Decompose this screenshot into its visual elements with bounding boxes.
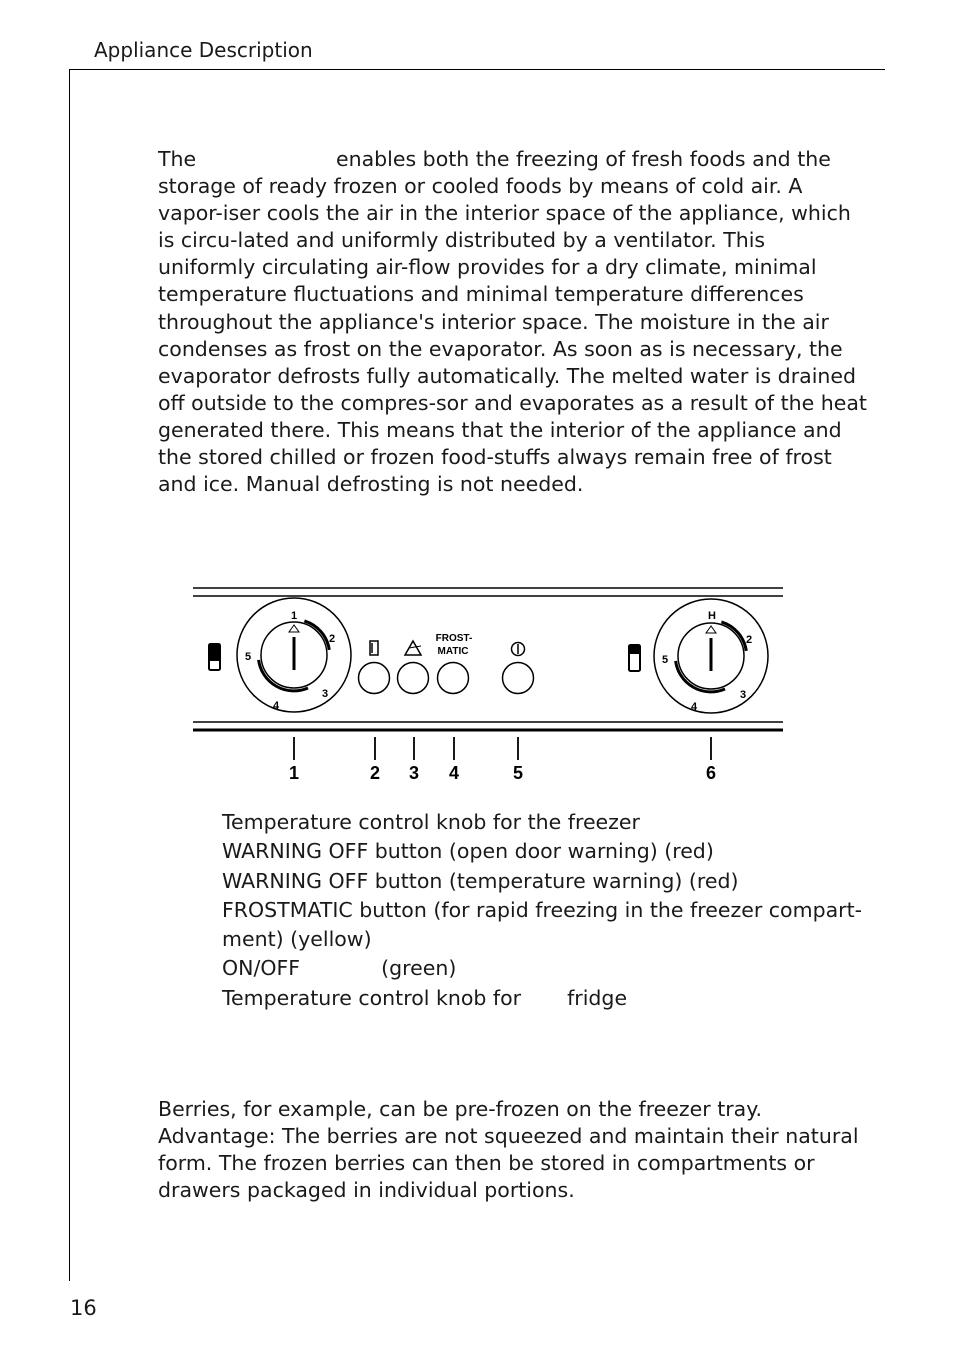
legend-item-5-color: (green) [381,956,457,981]
callout-3: 3 [408,763,420,783]
power-icon [512,643,525,656]
legend-item-3: WARNING OFF button (temperature warning) (red) [222,868,739,893]
freezer-knob-mark-2: 2 [328,633,336,645]
door-warning-off-button[interactable] [359,663,390,694]
freezer-knob-mark-4: 4 [272,700,280,712]
intro-paragraph [158,146,868,498]
intro-lead: The [158,147,197,171]
freezer-tray-paragraph: Berries, for example, can be pre-frozen on the freezer tray. Advantage: The berries are not squeezed and maintain their natural form. The frozen berries can then be stored in compartments or drawers packaged in individual portions. [158,1097,859,1203]
door-warning-icon [370,641,378,655]
fridge-knob-mark-3: 3 [739,689,747,701]
freezer-knob-mark-5: 5 [244,651,252,663]
fridge-knob-mark-2: 2 [745,634,753,646]
callout-2: 2 [369,763,381,783]
frostmatic-label-line1: FROST- [435,633,473,644]
callout-1: 1 [288,763,300,783]
legend-item-2: WARNING OFF button (open door warning) (red) [222,839,714,864]
page-number: 16 [70,1296,97,1320]
legend-item-6-target: fridge [567,985,628,1010]
fridge-knob-mark-h: H [708,610,716,622]
fridge-knob-mark-5: 5 [661,654,669,666]
on-off-button[interactable] [503,663,534,694]
callout-5: 5 [512,763,524,783]
control-legend [222,808,862,1013]
callout-4: 4 [448,763,460,783]
legend-item-6 [222,984,862,1013]
legend-item-5-label: ON/OFF [222,956,301,981]
fridge-icon [629,645,640,671]
fridge-knob-mark-4: 4 [690,701,698,713]
header-rule [69,69,885,70]
intro-body: enables both the freezing of fresh foods and the storage of ready frozen or cooled foods by means of cold air. A vapor-iser cools the air in the interior space of the appliance, which is circu-lated and uniformly distributed by a ventilator. This uniformly circulating air-flow provides for a dry climate, minimal temperature fluctuations and minimal temperature differences throughout the appliance's interior space. The moisture in the air condenses as frost on the evaporator. As soon as is necessary, the evaporator defrosts fully automatically. The melted water is drained off outside to the compres-sor and evaporates as a result of the heat generated there. This means that the interior of the appliance and the stored chilled or frozen food-stuffs always remain free of frost and ice. Manual defrosting is not needed. [158,147,867,497]
legend-item-4: FROSTMATIC button (for rapid freezing in the freezer compart-ment) (yellow) [222,897,863,952]
freezer-knob-mark-3: 3 [321,688,329,700]
control-panel-diagram [190,585,790,790]
callout-6: 6 [705,763,717,783]
legend-item-1: Temperature control knob for the freezer [222,810,640,834]
freezer-knob-mark-1: 1 [290,610,298,622]
freezer-temperature-knob[interactable] [237,598,351,712]
fridge-temperature-knob[interactable] [654,599,768,713]
margin-rule [69,69,70,1281]
section-header: Appliance Description [94,38,313,62]
temperature-warning-icon [405,641,421,655]
frostmatic-button[interactable] [438,663,469,694]
legend-item-5 [222,954,862,983]
temperature-warning-off-button[interactable] [398,663,429,694]
freezer-icon [209,644,220,670]
frostmatic-label-line2: MATIC [437,646,469,657]
legend-item-6-label: Temperature control knob for [222,985,522,1010]
